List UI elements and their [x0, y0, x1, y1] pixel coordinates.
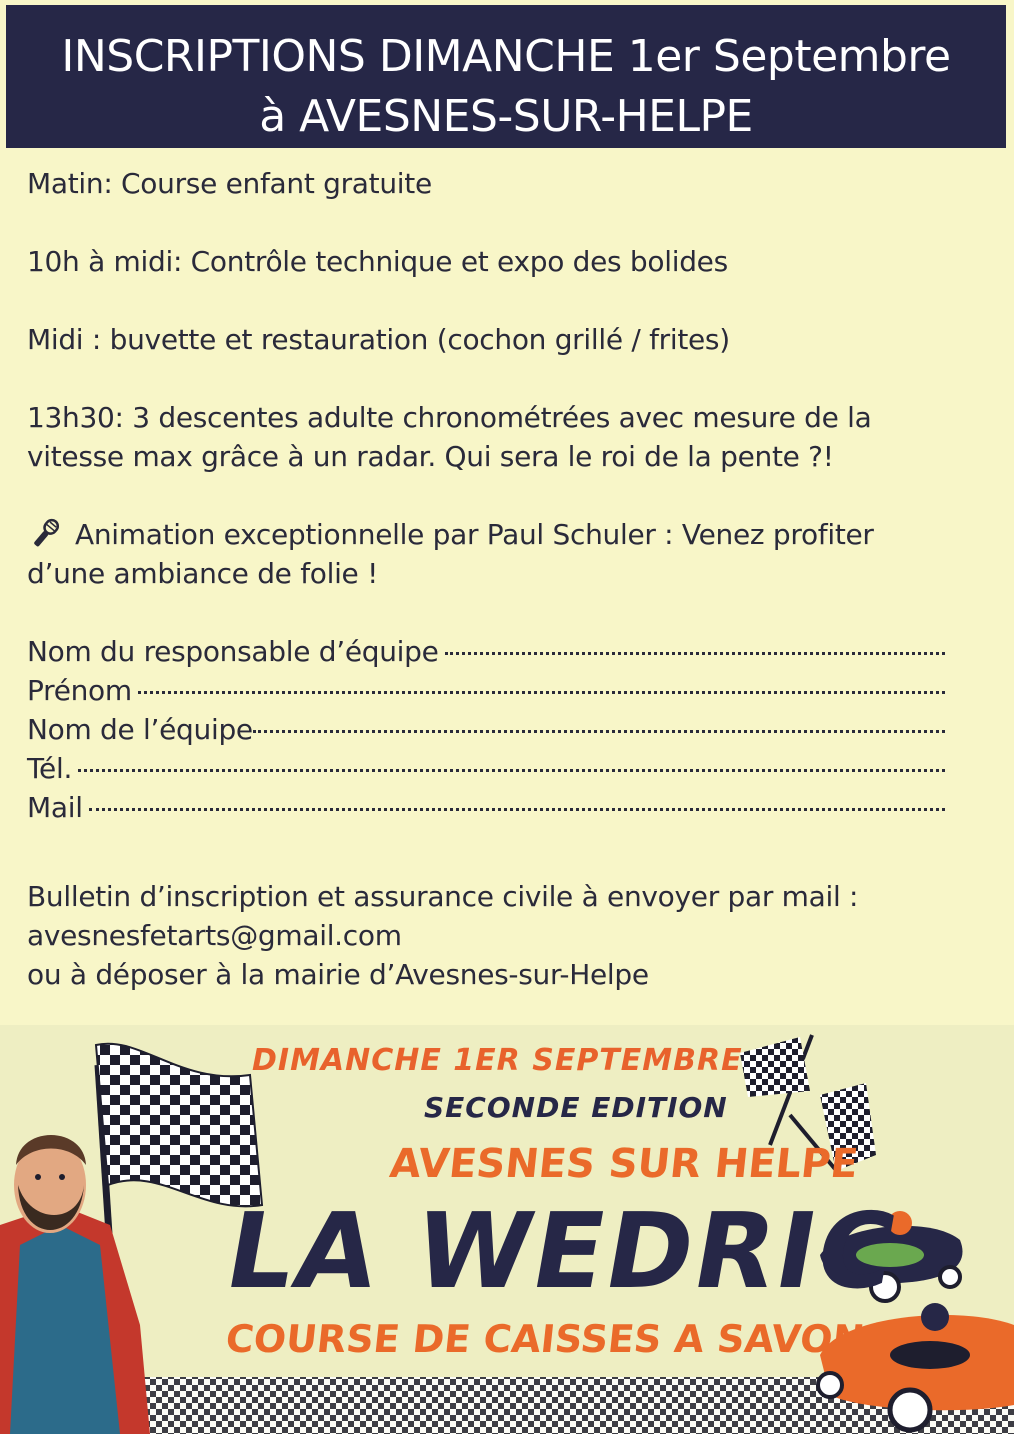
form-label-team-leader: Nom du responsable d’équipe: [27, 635, 439, 668]
program-animation-line1: Animation exceptionnelle par Paul Schuler : Venez profiter: [75, 518, 874, 551]
form-field-team-name: [27, 710, 945, 749]
microphone-icon: [27, 517, 65, 549]
banner-date: DIMANCHE 1ER SEPTEMBRE: [252, 1043, 743, 1078]
header-banner: [6, 5, 1006, 148]
program-race-line1: 13h30: 3 descentes adulte chronométrées avec mesure de la: [27, 401, 872, 434]
form-fill-line: [89, 808, 945, 811]
footer-line1: Bulletin d’inscription et assurance civile à envoyer par mail :: [27, 880, 859, 913]
form-label-mail: Mail: [27, 791, 83, 824]
form-fill-line: [78, 769, 945, 772]
form-fill-line: [445, 652, 945, 655]
program-lunch: Midi : buvette et restauration (cochon grillé / frites): [27, 323, 730, 356]
event-banner: [0, 1025, 1014, 1434]
program-race-line2: vitesse max grâce à un radar. Qui sera le roi de la pente ?!: [27, 440, 834, 473]
program-tech: 10h à midi: Contrôle technique et expo des bolides: [27, 245, 728, 278]
form-field-first-name: [27, 671, 945, 710]
header-title-line2: à AVESNES-SUR-HELPE: [259, 91, 753, 142]
program-animation: [27, 515, 987, 554]
header-title-line1: INSCRIPTIONS DIMANCHE 1er Septembre: [61, 31, 951, 82]
banner-subtitle: COURSE DE CAISSES A SAVON: [223, 1317, 867, 1361]
form-label-phone: Tél.: [27, 752, 73, 785]
form-field-phone: [27, 749, 945, 788]
program-content: [27, 164, 987, 994]
form-label-team-name: Nom de l’équipe: [27, 713, 253, 746]
program-animation-line2: d’une ambiance de folie !: [27, 557, 379, 590]
footer-line3: ou à déposer à la mairie d’Avesnes-sur-Helpe: [27, 958, 649, 991]
banner-title: LA WEDRIC: [217, 1190, 907, 1312]
banner-edition: SECONDE EDITION: [424, 1091, 728, 1124]
footer-email[interactable]: avesnesfetarts@gmail.com: [27, 919, 402, 952]
banner-city: AVESNES SUR HELPE: [387, 1141, 861, 1187]
form-label-first-name: Prénom: [27, 674, 132, 707]
program-morning: Matin: Course enfant gratuite: [27, 167, 432, 200]
form-field-team-leader: [27, 632, 945, 671]
form-field-mail: [27, 788, 945, 827]
form-fill-line: [253, 730, 945, 733]
form-fill-line: [138, 691, 945, 694]
